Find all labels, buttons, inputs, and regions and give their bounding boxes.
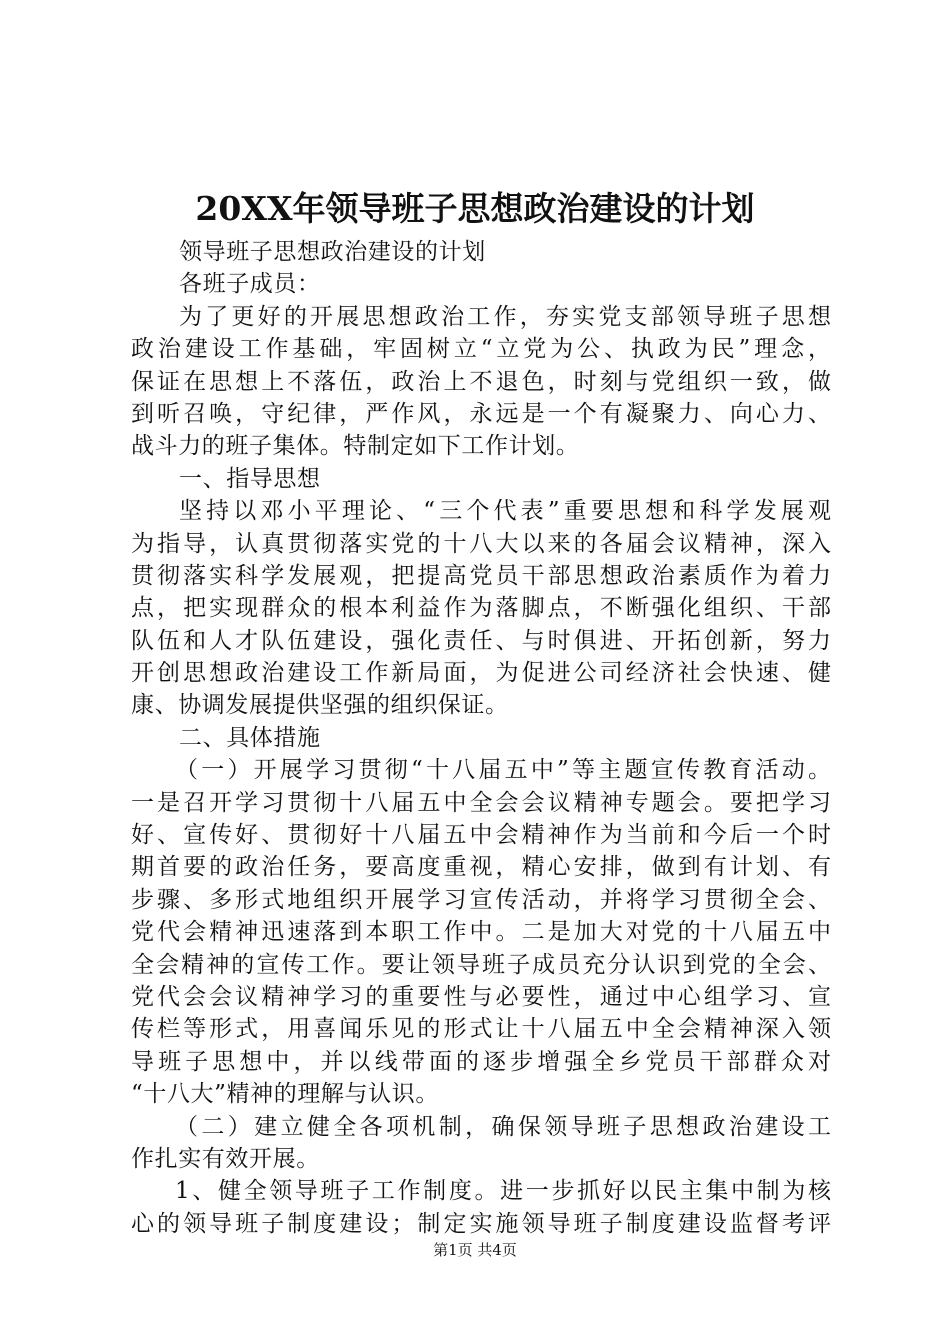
paragraph-line: 传栏等形式，用喜闻乐见的形式让十八届五中全会精神深入领 (131, 1016, 831, 1043)
paragraph-line: 为指导，认真贯彻落实党的十八大以来的各届会议精神，深入 (131, 530, 831, 557)
paragraph-line: 作扎实有效开展。 (131, 1145, 320, 1172)
paragraph-line: 为了更好的开展思想政治工作，夯实党支部领导班子思想 (179, 303, 831, 330)
paragraph-line: 点，把实现群众的根本利益作为落脚点，不断强化组织、干部 (131, 595, 831, 622)
paragraph-line: 全会精神的宣传工作。要让领导班子成员充分认识到党的全会、 (131, 951, 831, 978)
paragraph-line: 领导班子思想政治建设的计划 (179, 239, 486, 265)
paragraph-line: 一是召开学习贯彻十八届五中全会会议精神专题会。要把学习 (131, 789, 831, 816)
paragraph-line: 开创思想政治建设工作新局面，为促进公司经济社会快速、健 (131, 660, 831, 687)
paragraph-line: “十八大”精神的理解与认识。 (131, 1081, 439, 1108)
paragraph-line: 期首要的政治任务，要高度重视，精心安排，做到有计划、有 (131, 854, 831, 881)
document-body (131, 236, 831, 1240)
paragraph-line: 到听召唤，守纪律，严作风，永远是一个有凝聚力、向心力、 (131, 400, 831, 427)
paragraph-line: 各班子成员： (179, 271, 321, 298)
paragraph-line: 党代会会议精神学习的重要性与必要性，通过中心组学习、宣 (131, 983, 831, 1010)
paragraph-line: 贯彻落实科学发展观，把提高党员干部思想政治素质作为着力 (131, 562, 831, 589)
paragraph-line: 战斗力的班子集体。特制定如下工作计划。 (131, 433, 580, 460)
paragraph-line: 党代会精神迅速落到本职工作中。二是加大对党的十八届五中 (131, 919, 831, 946)
paragraph-line: （二）建立健全各项机制，确保领导班子思想政治建设工 (175, 1113, 831, 1140)
section-heading: 二、具体措施 (179, 724, 321, 751)
page-number: 第1页 共4页 (433, 1241, 517, 1259)
paragraph-line: 队伍和人才队伍建设，强化责任、与时俱进、开拓创新，努力 (131, 627, 831, 654)
paragraph-line: 政治建设工作基础，牢固树立“立党为公、执政为民”理念， (131, 336, 831, 363)
section-heading: 一、指导思想 (179, 465, 321, 492)
document-title: 20XX年领导班子思想政治建设的计划 (195, 189, 755, 228)
paragraph-line: 心的领导班子制度建设；制定实施领导班子制度建设监督考评 (131, 1210, 831, 1237)
paragraph-line: 坚持以邓小平理论、“三个代表”重要思想和科学发展观 (179, 498, 831, 525)
paragraph-line: 康、协调发展提供坚强的组织保证。 (131, 692, 509, 719)
paragraph-line: 保证在思想上不落伍，政治上不退色，时刻与党组织一致，做 (131, 368, 831, 395)
paragraph-line: 导班子思想中，并以线带面的逐步增强全乡党员干部群众对 (131, 1048, 831, 1075)
paragraph-line: 1、健全领导班子工作制度。进一步抓好以民主集中制为核 (175, 1178, 831, 1205)
paragraph-line: 好、宣传好、贯彻好十八届五中会精神作为当前和今后一个时 (131, 822, 831, 849)
paragraph-line: 步骤、多形式地组织开展学习宣传活动，并将学习贯彻全会、 (131, 886, 831, 913)
paragraph-line: （一）开展学习贯彻“十八届五中”等主题宣传教育活动。 (175, 757, 831, 784)
